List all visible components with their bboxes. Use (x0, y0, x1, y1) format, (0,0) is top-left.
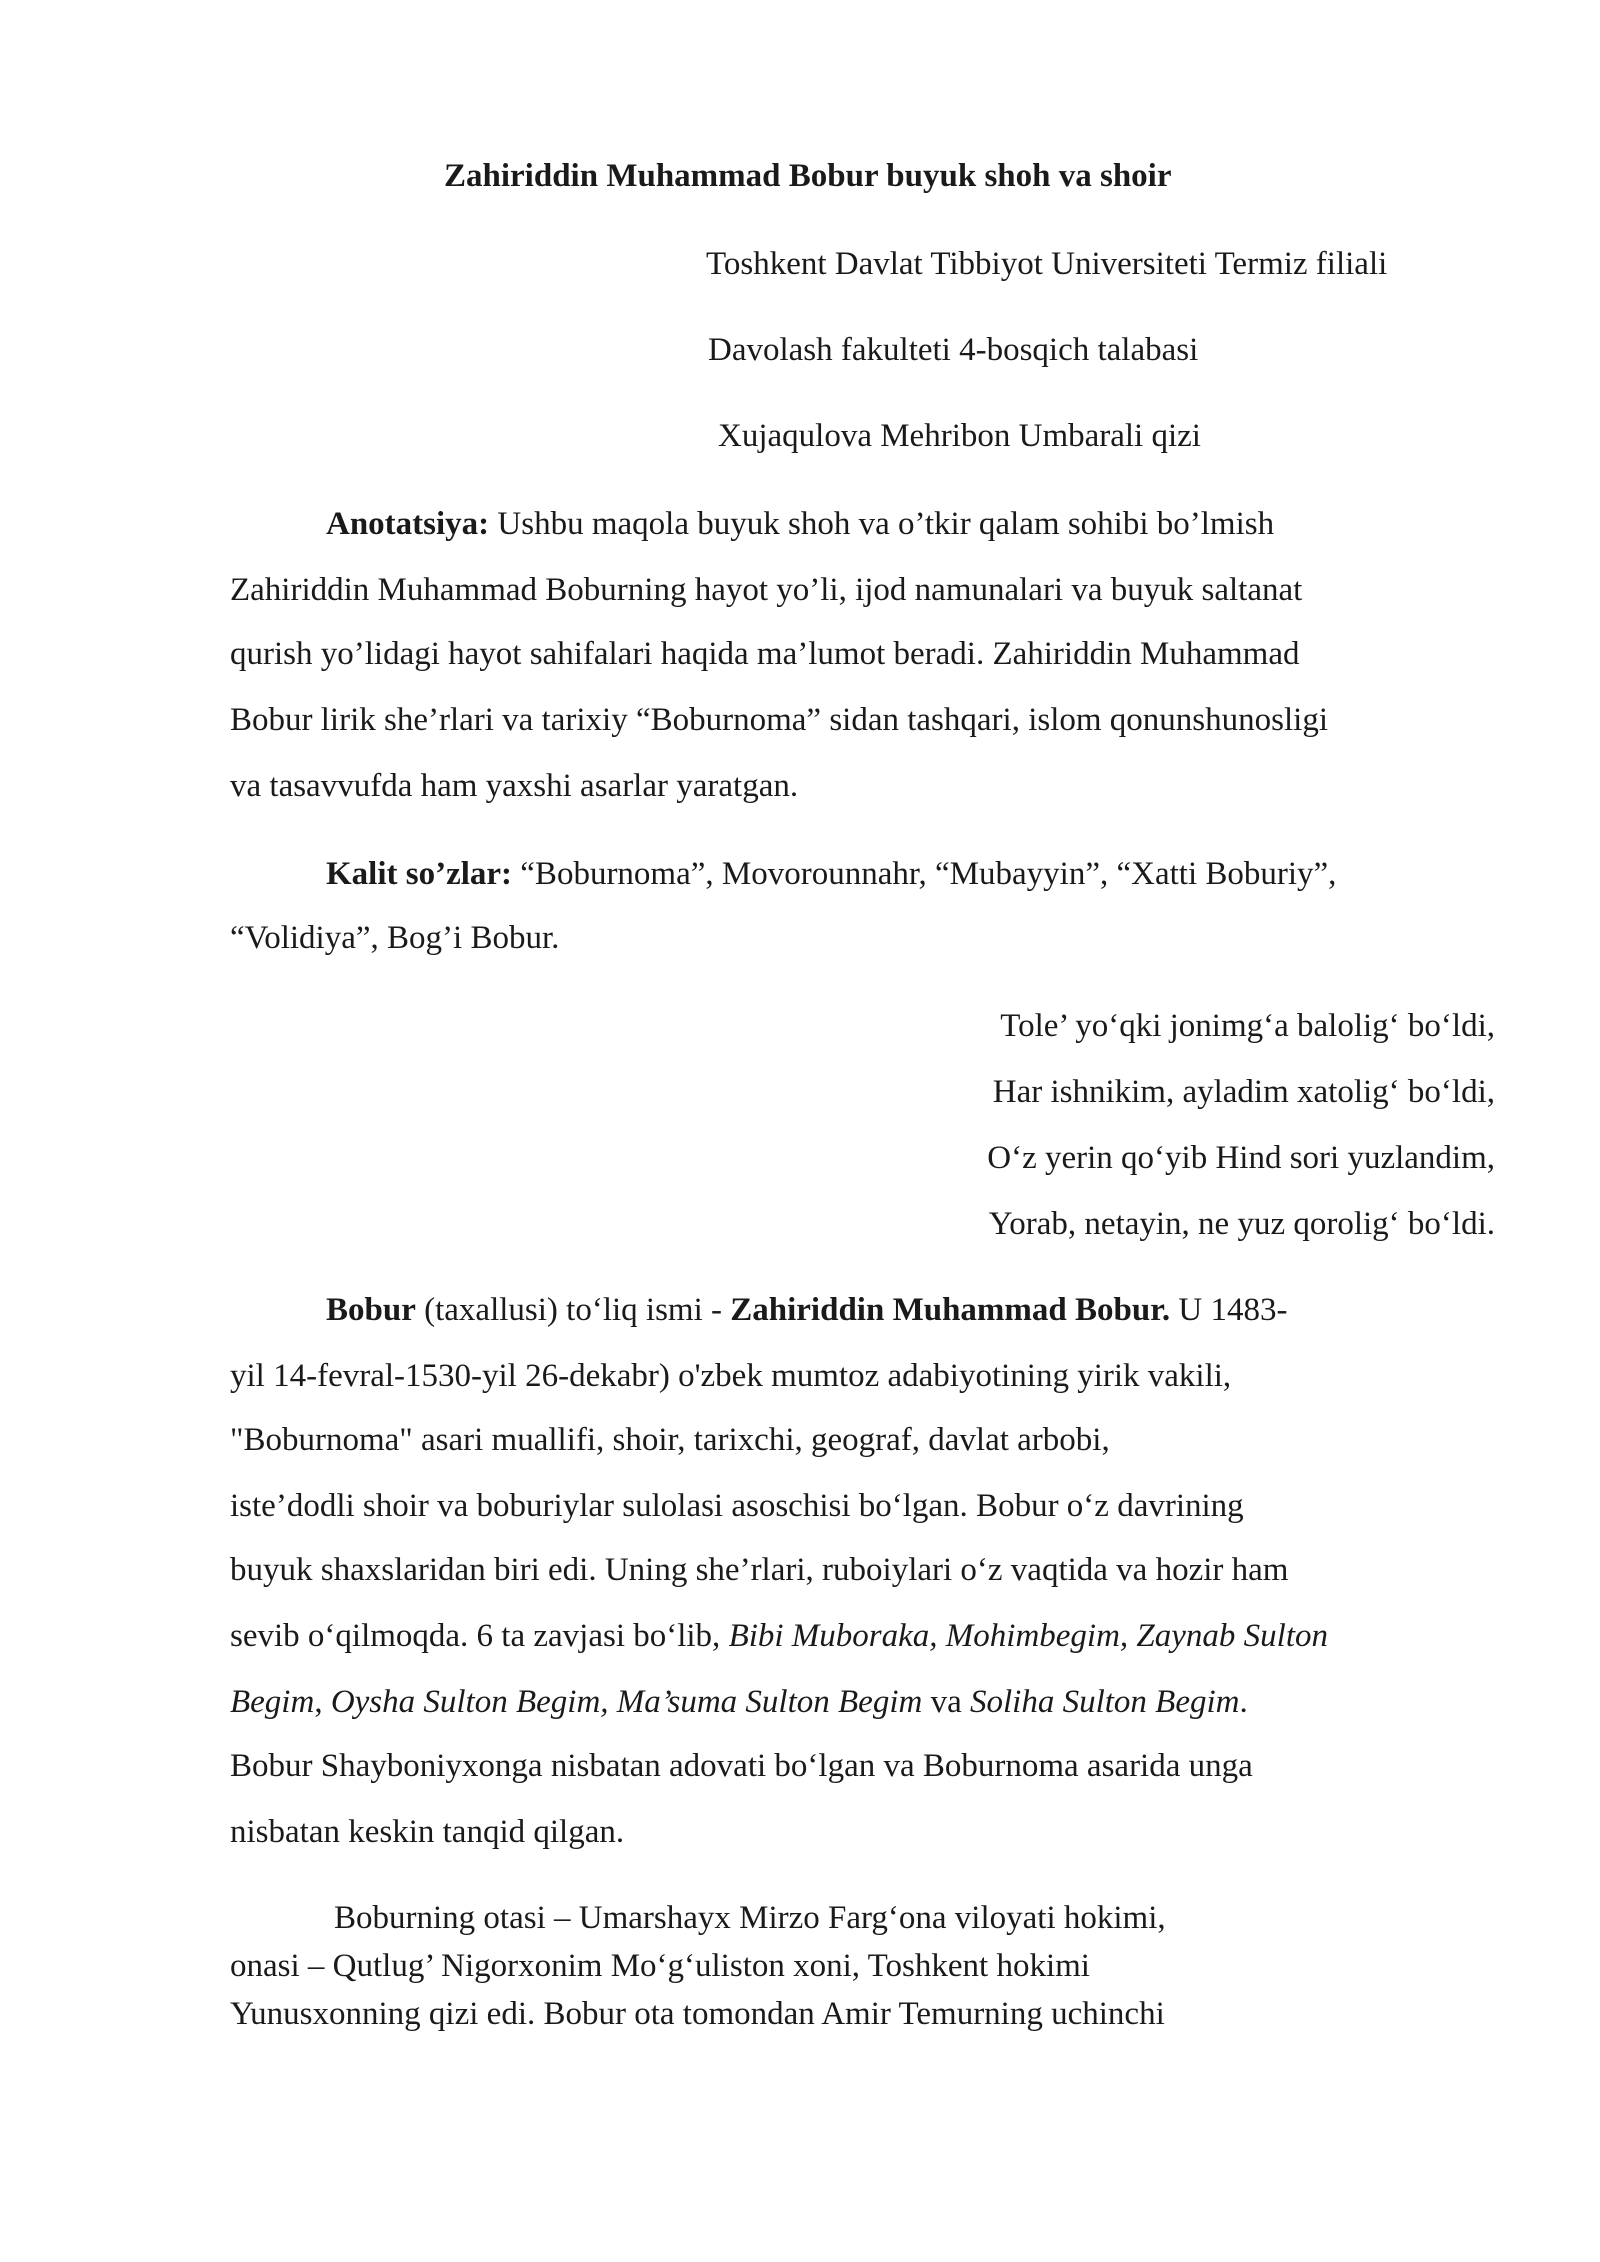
abstract-line: qurish yo’lidagi hayot sahifalari haqida ma’lumot beradi. Zahiriddin Muhammad (230, 636, 1300, 672)
abstract-line (326, 504, 1274, 544)
bio-line: "Boburnoma" asari muallifi, shoir, tarixchi, geograf, davlat arbobi, (230, 1422, 1110, 1458)
family-line: Yunusxonning qizi edi. Bobur ota tomondan Amir Temurning uchinchi (230, 1996, 1165, 2032)
bio-name: Bobur (326, 1292, 416, 1328)
poem-line: Yorab, netayin, ne yuz qorolig‘ bo‘ldi. (988, 1206, 1495, 1242)
poem-line: Har ishnikim, ayladim xatolig‘ bo‘ldi, (992, 1074, 1495, 1110)
bio-alias: (taxallusi) to‘liq ismi - (415, 1292, 731, 1328)
bio-wife: Begim (230, 1684, 315, 1720)
abstract-label: Anotatsiya: (326, 506, 490, 542)
bio-line (326, 1290, 1287, 1330)
poem-line: Tole’ yo‘qki jonimg‘a balolig‘ bo‘ldi, (1000, 1008, 1495, 1044)
abstract-text: Ushbu maqola buyuk shoh va o’tkir qalam sohibi bo’lmish (489, 506, 1275, 542)
author-affiliation: Toshkent Davlat Tibbiyot Universiteti Termiz filiali (706, 246, 1388, 282)
bio-dates: U 1483- (1170, 1292, 1288, 1328)
keywords-text: “Boburnoma”, Movorounnahr, “Mubayyin”, “Xatti Boburiy”, (512, 856, 1337, 892)
abstract-line: Bobur lirik she’rlari va tarixiy “Boburnoma” sidan tashqari, islom qonunshunosligi (230, 702, 1328, 738)
bio-line: iste’dodli shoir va boburiylar sulolasi asoschisi bo‘lgan. Bobur o‘z davrining (230, 1488, 1244, 1524)
bio-wives-list: Bibi Muboraka, Mohimbegim, Zaynab Sulton (728, 1618, 1329, 1654)
family-line: Boburning otasi – Umarshayx Mirzo Farg‘ona viloyati hokimi, (334, 1900, 1166, 1936)
bio-line: yil 14-fevral-1530-yil 26-dekabr) o'zbek mumtoz adabiyotining yirik vakili, (230, 1358, 1232, 1394)
family-line: onasi – Qutlug’ Nigorxonim Mo‘g‘uliston xoni, Toshkent hokimi (230, 1948, 1090, 1984)
bio-separator: , (314, 1684, 331, 1720)
bio-line: nisbatan keskin tanqid qilgan. (230, 1814, 625, 1850)
bio-period: . (1239, 1684, 1248, 1720)
bio-full-name: Zahiriddin Muhammad Bobur. (730, 1292, 1171, 1328)
keywords-label: Kalit so’zlar: (326, 856, 513, 892)
author-name: Xujaqulova Mehribon Umbarali qizi (718, 418, 1201, 454)
poem-line: O‘z yerin qo‘yib Hind sori yuzlandim, (987, 1140, 1495, 1176)
abstract-line: Zahiriddin Muhammad Boburning hayot yo’li, ijod namunalari va buyuk saltanat (230, 572, 1303, 608)
document-title: Zahiriddin Muhammad Bobur buyuk shoh va shoir (444, 158, 1172, 194)
bio-wife: Soliha Sulton Begim (969, 1684, 1240, 1720)
bio-line: buyuk shaxslaridan biri edi. Uning she’rlari, ruboiylari o‘z vaqtida va hozir ham (230, 1552, 1289, 1588)
bio-line (230, 1682, 1248, 1722)
bio-wives-list: Oysha Sulton Begim, Ma’suma Sulton Begim (330, 1684, 923, 1720)
bio-line: Bobur Shayboniyxonga nisbatan adovati bo‘lgan va Boburnoma asarida unga (230, 1748, 1253, 1784)
keywords-line (326, 854, 1336, 894)
bio-wives-intro: sevib o‘qilmoqda. 6 ta zavjasi bo‘lib, (230, 1618, 729, 1654)
bio-conjunction: va (922, 1684, 970, 1720)
keywords-line: “Volidiya”, Bog’i Bobur. (230, 920, 560, 956)
author-faculty: Davolash fakulteti 4-bosqich talabasi (708, 332, 1199, 368)
abstract-line: va tasavvufda ham yaxshi asarlar yaratgan. (230, 768, 799, 804)
bio-line (230, 1616, 1328, 1656)
